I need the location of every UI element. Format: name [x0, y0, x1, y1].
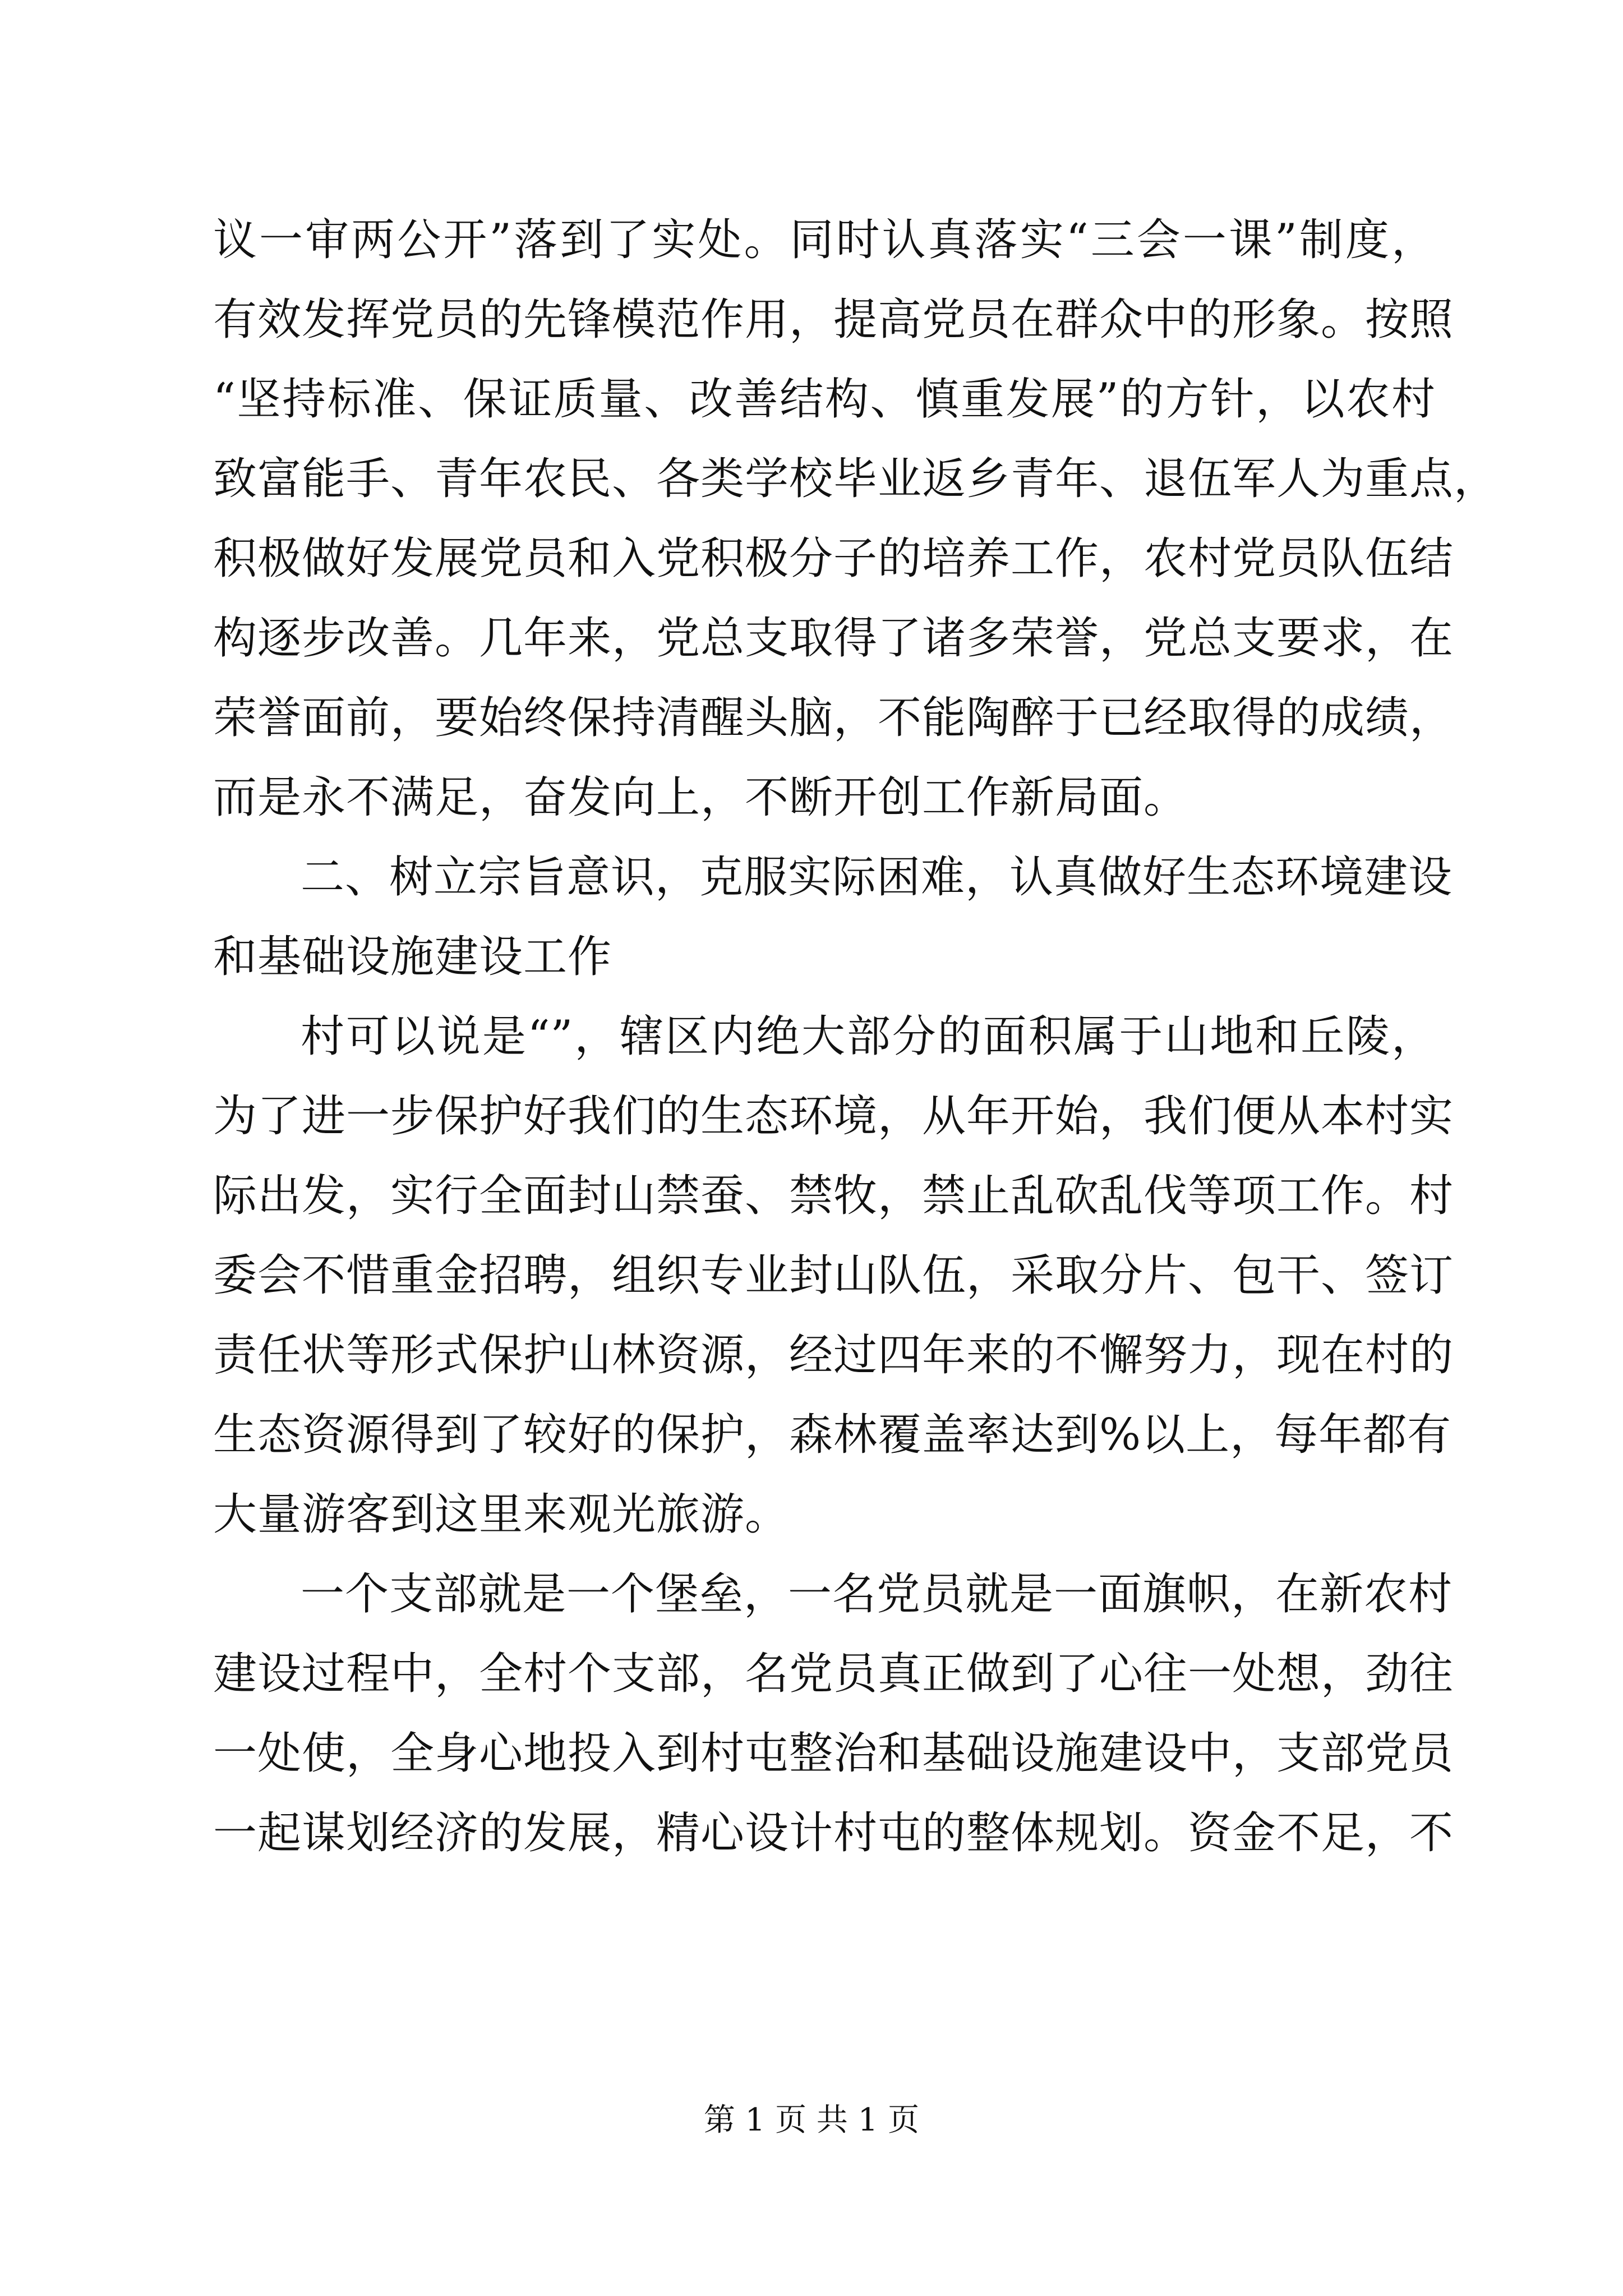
text-line: 有效发挥党员的先锋模范作用，提高党员在群众中的形象。按照 [213, 295, 1454, 345]
text-line: 村可以说是“”，辖区内绝大部分的面积属于山地和丘陵， [301, 1011, 1436, 1062]
page-footer: 第 1 页 共 1 页 [703, 2102, 920, 2138]
text-line: 积极做好发展党员和入党积极分子的培养工作，农村党员队伍结 [213, 533, 1454, 584]
text-line: 一处使，全身心地投入到村屯整治和基础设施建设中，支部党员 [213, 1728, 1454, 1779]
text-line: 大量游客到这里来观光旅游。 [213, 1489, 790, 1540]
text-line: “坚持标准、保证质量、改善结构、慎重发展”的方针，以农村 [213, 374, 1436, 425]
section-heading: 二、树立宗旨意识，克服实际困难，认真做好生态环境建设 [301, 852, 1453, 903]
text-line: 构逐步改善。几年来，党总支取得了诸多荣誉，党总支要求，在 [213, 613, 1454, 664]
text-line: 一起谋划经济的发展，精心设计村屯的整体规划。资金不足，不 [213, 1808, 1454, 1858]
text-line: 委会不惜重金招聘，组织专业封山队伍，采取分片、包干、签订 [213, 1250, 1454, 1301]
text-line: 荣誉面前，要始终保持清醒头脑，不能陶醉于已经取得的成绩， [213, 693, 1454, 743]
text-line: 生态资源得到了较好的保护，森林覆盖率达到%以上，每年都有 [213, 1410, 1452, 1460]
text-line: 致富能手、青年农民、各类学校毕业返乡青年、退伍军人为重点， [213, 454, 1498, 504]
text-line: 建设过程中，全村个支部，名党员真正做到了心往一处想，劲往 [213, 1649, 1454, 1699]
text-line: 而是永不满足，奋发向上，不断开创工作新局面。 [213, 772, 1188, 823]
text-line: 责任状等形式保护山林资源，经过四年来的不懈努力，现在村的 [213, 1330, 1454, 1381]
section-heading: 和基础设施建设工作 [213, 932, 612, 982]
text-line: 际出发，实行全面封山禁蚕、禁牧，禁止乱砍乱伐等项工作。村 [213, 1171, 1454, 1221]
text-line: 一个支部就是一个堡垒，一名党员就是一面旗帜，在新农村 [301, 1569, 1453, 1619]
text-line: 议一审两公开”落到了实处。同时认真落实“三会一课”制度， [213, 215, 1436, 265]
text-line: 为了进一步保护好我们的生态环境，从年开始，我们便从本村实 [213, 1091, 1454, 1142]
